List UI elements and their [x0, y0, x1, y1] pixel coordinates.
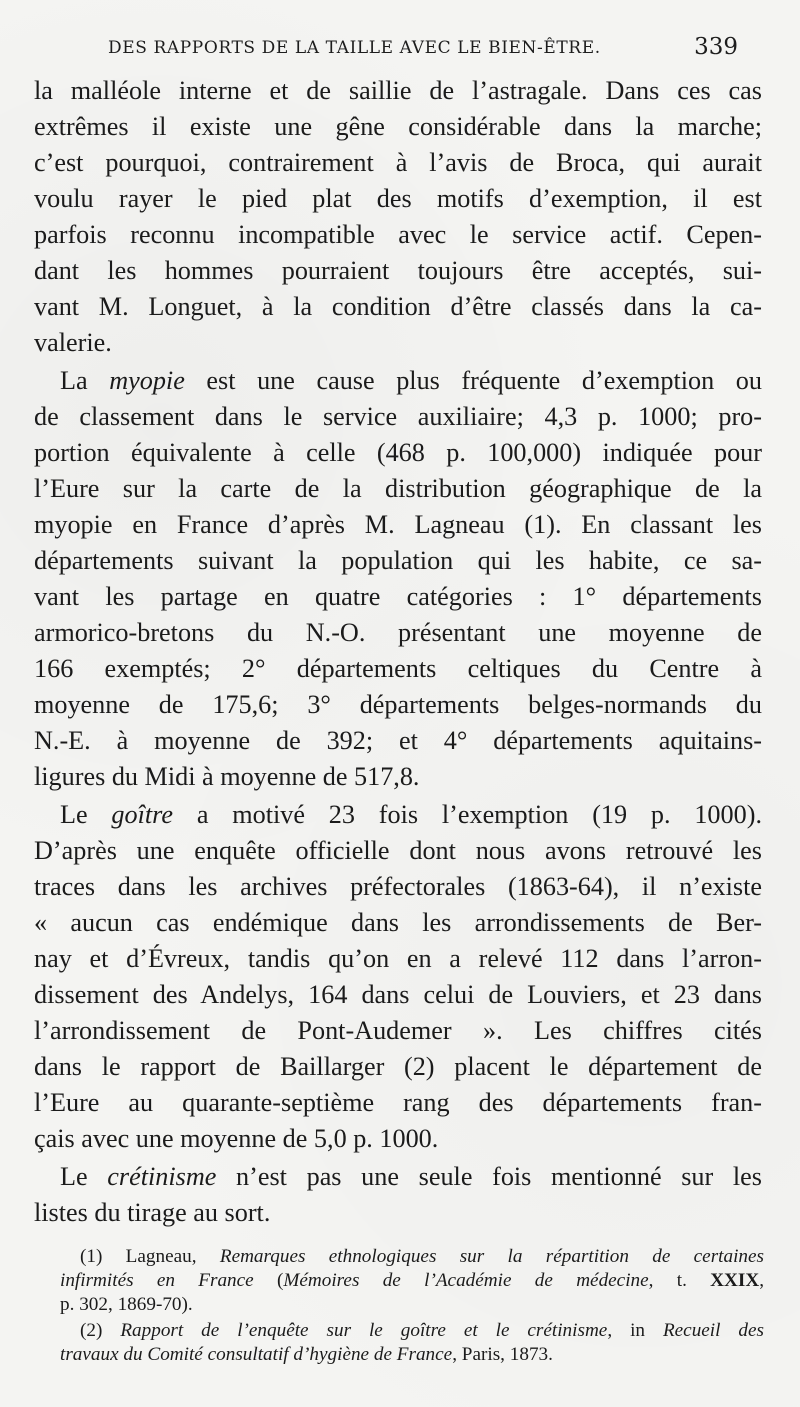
text-line: nay et d’Évreux, tandis qu’on en a relevé 112 dans l’arron- — [34, 944, 762, 973]
text-run: n’est pas une seule fois mentionné sur les — [216, 1162, 762, 1191]
text-line: çais avec une moyenne de 5,0 p. 1000. — [34, 1124, 439, 1153]
text-line: N.-E. à moyenne de 392; et 4° départements aquitains- — [34, 726, 762, 755]
header-title: DES RAPPORTS DE LA TAILLE AVEC LE BIEN-ÊTRE. — [108, 38, 601, 58]
footnote-2 — [80, 1319, 764, 1343]
text-run: XXIX — [710, 1270, 760, 1291]
text-line: c’est pourquoi, contrairement à l’avis de Broca, qui aurait — [34, 148, 762, 177]
text-line: l’Eure sur la carte de la distribution géographique de la — [34, 474, 762, 503]
text-line — [60, 1160, 762, 1194]
text-line: l’Eure au quarante-septième rang des départements fran- — [34, 1088, 762, 1117]
text-run: Le — [60, 800, 112, 829]
text-line: armorico-bretons du N.-O. présentant une moyenne de — [34, 618, 762, 647]
text-line — [60, 364, 762, 398]
page-number: 339 — [694, 34, 738, 60]
text-line: la malléole interne et de saillie de l’astragale. Dans ces cas — [34, 76, 762, 105]
text-run: infirmités en France — [60, 1270, 254, 1291]
text-run: Recueil des — [662, 1320, 764, 1341]
footnote-1 — [80, 1245, 764, 1269]
text-line: départements suivant la population qui les habite, ce sa- — [34, 546, 762, 575]
text-run: Rapport de l’enquête sur le goître et le crétinisme — [120, 1320, 608, 1341]
text-run: , in — [607, 1320, 663, 1341]
text-run: , Paris, 1873. — [452, 1344, 553, 1365]
text-line: valerie. — [34, 328, 112, 357]
text-line: ligures du Midi à moyenne de 517,8. — [34, 762, 420, 791]
text-line: D’après une enquête officielle dont nous avons retrouvé les — [34, 836, 762, 865]
text-run: La — [60, 366, 110, 395]
text-line: myopie en France d’après M. Lagneau (1). En classant les — [34, 510, 762, 539]
text-run: Remarques ethnologiques sur la répartition de certaines — [219, 1246, 764, 1267]
text-run: travaux du Comité consultatif d’hygiène de France — [60, 1344, 453, 1365]
text-line: dissement des Andelys, 164 dans celui de Louviers, et 23 dans — [34, 980, 762, 1009]
text-line: de classement dans le service auxiliaire; 4,3 p. 1000; pro- — [34, 402, 762, 431]
text-line: extrêmes il existe une gêne considérable dans la marche; — [34, 112, 762, 141]
text-line: portion équivalente à celle (468 p. 100,000) indiquée pour — [34, 438, 762, 467]
text-line: traces dans les archives préfectorales (1863-64), il n’existe — [34, 872, 762, 901]
footnote-1-cont: p. 302, 1869-70). — [60, 1294, 193, 1315]
text-line: listes du tirage au sort. — [34, 1198, 271, 1227]
text-line: dans le rapport de Baillarger (2) placent le département de — [34, 1052, 762, 1081]
text-run: , t. — [648, 1270, 711, 1291]
text-line: dant les hommes pourraient toujours être acceptés, sui- — [34, 256, 762, 285]
text-line: vant M. Longuet, à la condition d’être classés dans la ca- — [34, 292, 762, 321]
text-line: parfois reconnu incompatible avec le service actif. Cepen- — [34, 220, 762, 249]
text-run: ( — [253, 1270, 284, 1291]
footnote-2-cont — [60, 1343, 764, 1367]
text-run: , — [759, 1270, 765, 1291]
text-line: « aucun cas endémique dans les arrondissements de Ber- — [34, 908, 762, 937]
text-run: Mémoires de l’Académie de médecine — [283, 1270, 649, 1291]
text-line: l’arrondissement de Pont-Audemer ». Les chiffres cités — [34, 1016, 762, 1045]
running-header — [108, 36, 738, 64]
italic-term-goitre: goître — [111, 800, 174, 829]
text-line: voulu rayer le pied plat des motifs d’exemption, il est — [34, 184, 762, 213]
text-line: moyenne de 175,6; 3° départements belges-normands du — [34, 690, 762, 719]
text-line — [60, 798, 762, 832]
italic-term-cretinisme: crétinisme — [107, 1162, 217, 1191]
italic-term-myopie: myopie — [109, 366, 185, 395]
text-run: (2) — [80, 1320, 121, 1341]
text-run: est une cause plus fréquente d’exemption ou — [184, 366, 762, 395]
text-run: a motivé 23 fois l’exemption (19 p. 1000). — [173, 800, 762, 829]
text-run: (1) Lagneau, — [80, 1246, 220, 1267]
footnote-1-cont — [60, 1269, 764, 1293]
text-line: vant les partage en quatre catégories : 1° départements — [34, 582, 762, 611]
text-line: 166 exemptés; 2° départements celtiques du Centre à — [34, 654, 762, 683]
text-run: Le — [60, 1162, 108, 1191]
